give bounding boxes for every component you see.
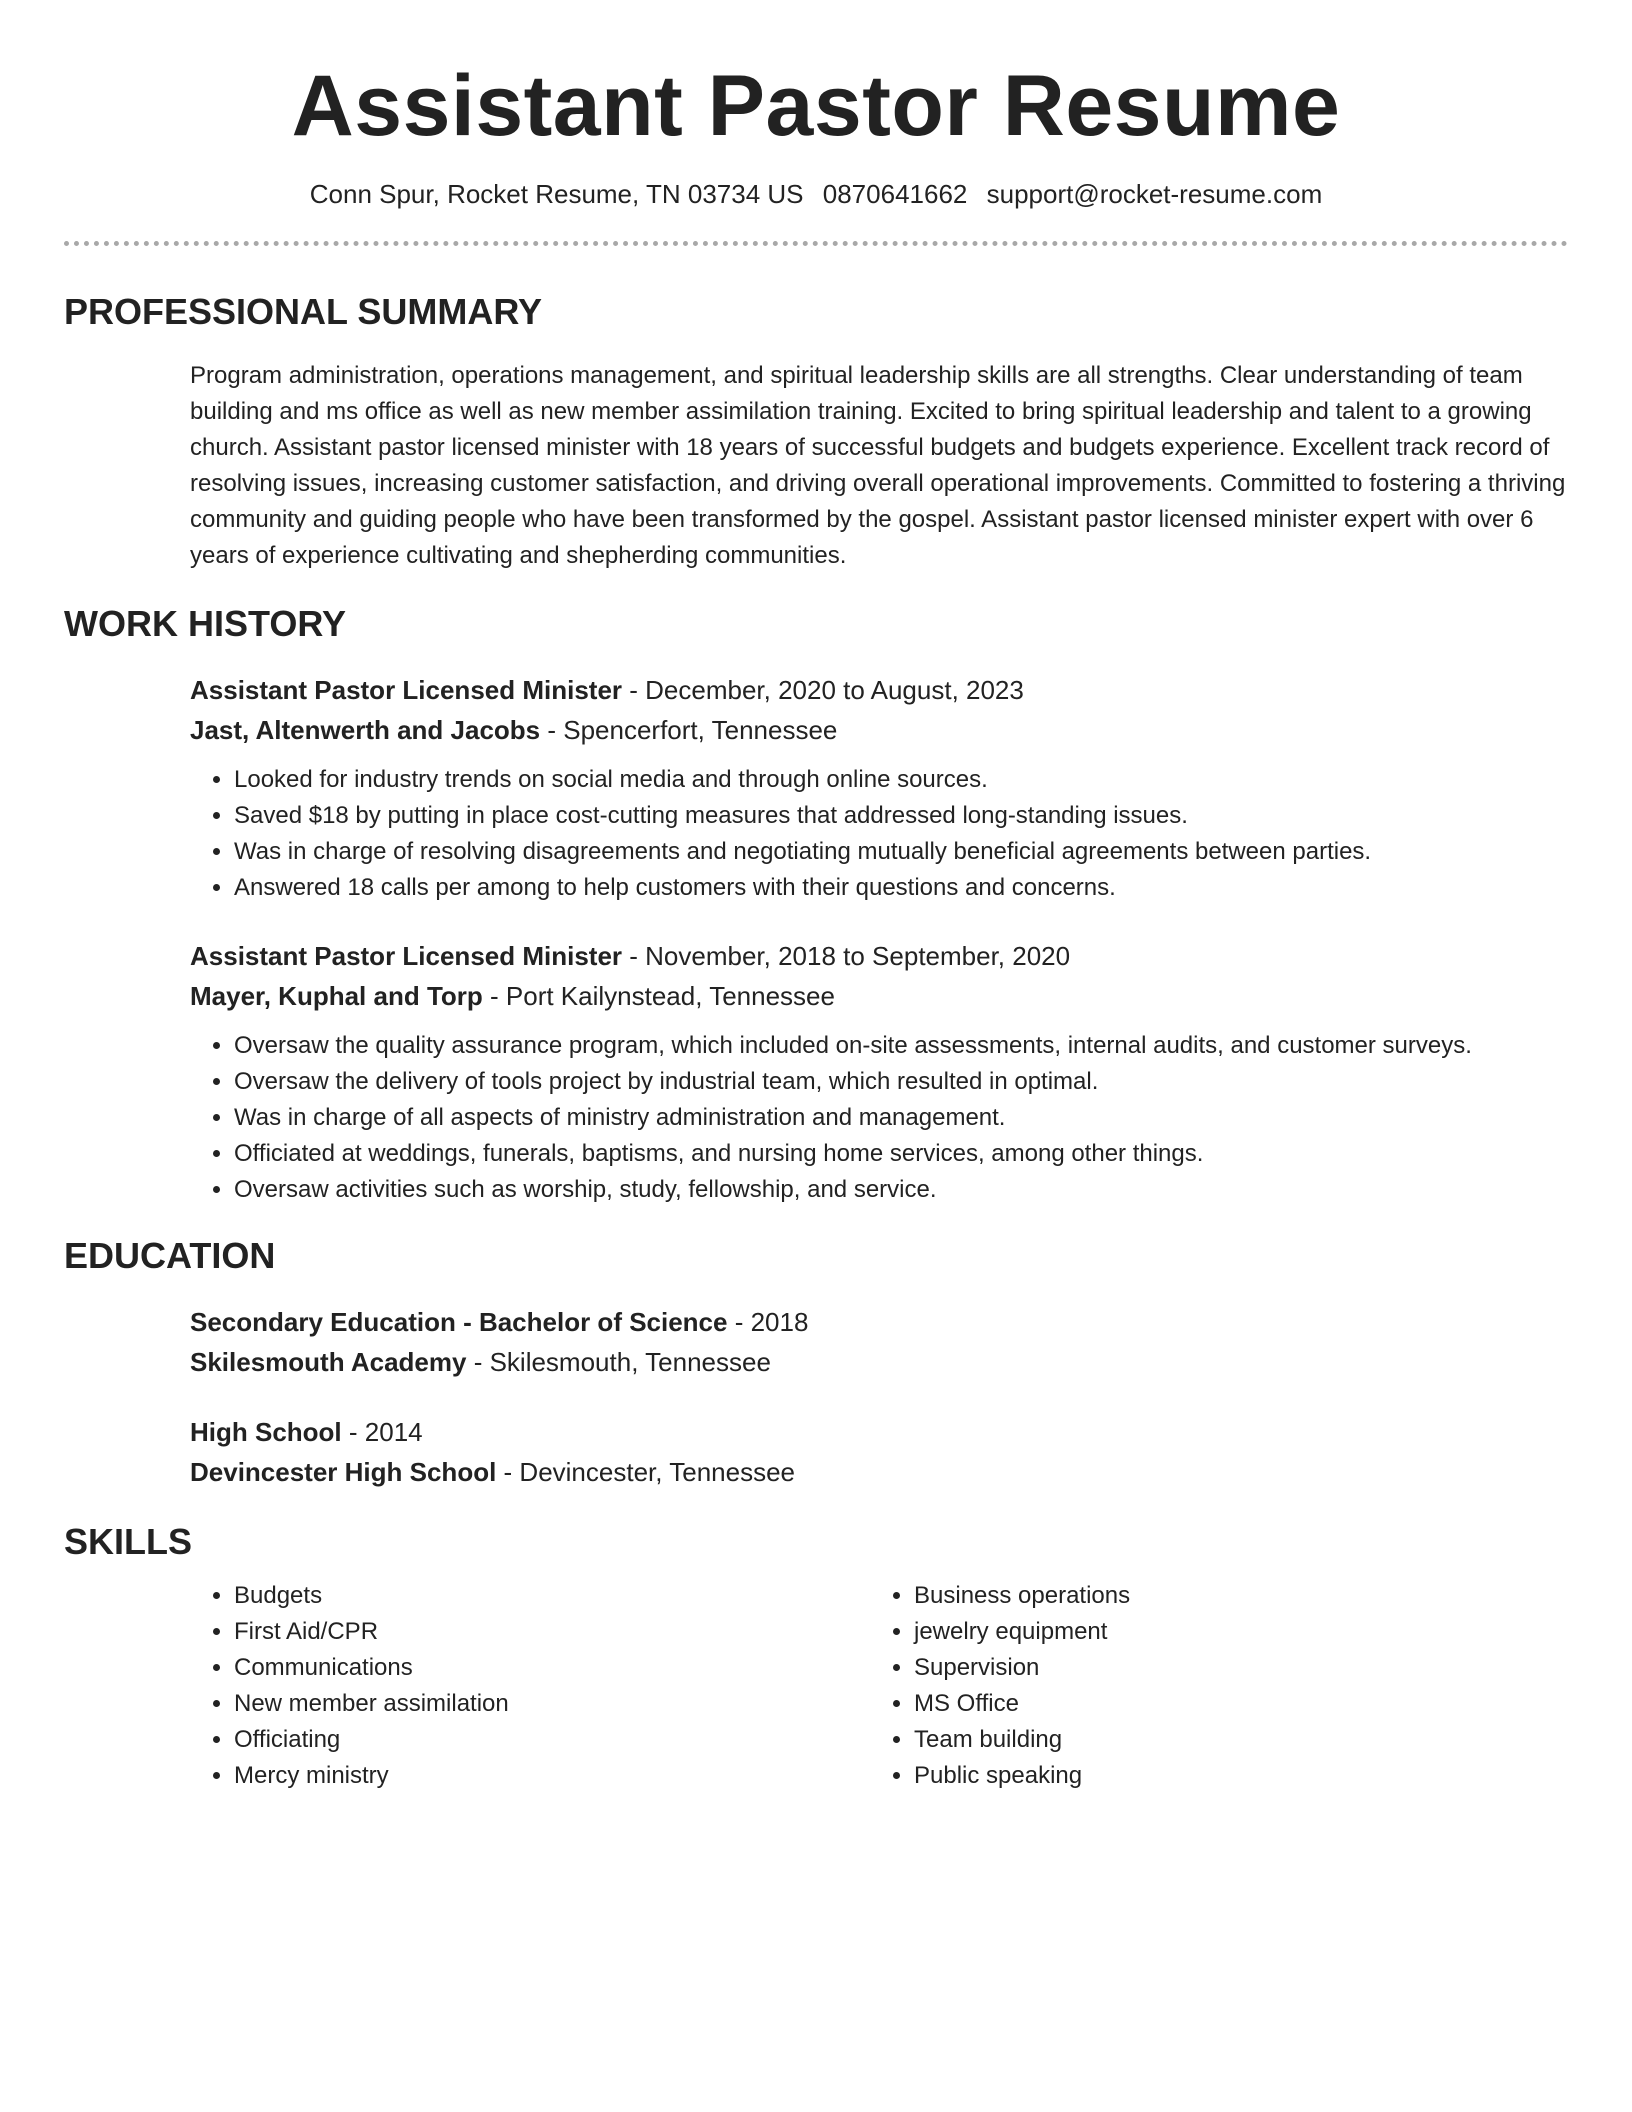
job-bullet: • Saved $18 by putting in place cost-cutting measures that addressed long-standing issues.: [234, 798, 1568, 834]
education-location: - Devincester, Tennessee: [496, 1457, 795, 1487]
summary-heading: PROFESSIONAL SUMMARY: [64, 291, 543, 332]
education-entry: [190, 1302, 1568, 1382]
job-location: - Spencerfort, Tennessee: [540, 715, 838, 745]
job-dates: - December, 2020 to August, 2023: [622, 675, 1024, 705]
education-entry: [190, 1412, 1568, 1492]
job-bullet: • Oversaw the quality assurance program, which included on-site assessments, internal audits, and customer surveys.: [234, 1028, 1568, 1064]
job-company-line: [190, 976, 1568, 1016]
resume-title: Assistant Pastor Resume: [291, 58, 1341, 154]
skills-heading: SKILLS: [64, 1521, 193, 1562]
job-dates: - November, 2018 to September, 2020: [622, 941, 1071, 971]
education-school: Skilesmouth Academy: [190, 1347, 467, 1377]
education-degree-line: [190, 1412, 1568, 1452]
job-position: Assistant Pastor Licensed Minister: [190, 941, 623, 971]
job-company-line: [190, 710, 1568, 750]
skill-item: • jewelry equipment: [914, 1614, 1550, 1650]
education-school-line: [190, 1452, 1568, 1492]
job-position: Assistant Pastor Licensed Minister: [190, 675, 623, 705]
job-bullets: [190, 762, 1568, 906]
job-entry: [190, 670, 1568, 906]
contact-address: Conn Spur, Rocket Resume, TN 03734 US: [309, 179, 804, 209]
job-title-line: [190, 670, 1568, 710]
job-company: Mayer, Kuphal and Torp: [190, 981, 483, 1011]
job-bullet: • Officiated at weddings, funerals, baptisms, and nursing home services, among other things.: [234, 1136, 1568, 1172]
skill-item: • Budgets: [234, 1578, 870, 1614]
job-bullet: • Answered 18 calls per among to help customers with their questions and concerns.: [234, 870, 1568, 906]
skill-item: • Team building: [914, 1722, 1550, 1758]
education-heading: EDUCATION: [64, 1235, 276, 1276]
skill-item: • Business operations: [914, 1578, 1550, 1614]
contact-email: support@rocket-resume.com: [986, 179, 1323, 209]
skill-item: • Supervision: [914, 1650, 1550, 1686]
job-bullet: • Was in charge of resolving disagreements and negotiating mutually beneficial agreements between parties.: [234, 834, 1568, 870]
education-degree: Secondary Education - Bachelor of Science: [190, 1307, 728, 1337]
education-year: - 2018: [727, 1307, 809, 1337]
job-bullet: • Looked for industry trends on social media and through online sources.: [234, 762, 1568, 798]
contact-line: [64, 176, 1568, 212]
education-school-line: [190, 1342, 1568, 1382]
contact-phone: 0870641662: [822, 179, 968, 209]
job-title-line: [190, 936, 1568, 976]
work-history-heading: WORK HISTORY: [64, 603, 347, 644]
education-school: Devincester High School: [190, 1457, 497, 1487]
education-degree: High School: [190, 1417, 342, 1447]
skills-list-right: [870, 1578, 1550, 1794]
skill-item: • New member assimilation: [234, 1686, 870, 1722]
skill-item: • Communications: [234, 1650, 870, 1686]
job-location: - Port Kailynstead, Tennessee: [482, 981, 835, 1011]
skill-item: • Public speaking: [914, 1758, 1550, 1794]
job-bullet: • Was in charge of all aspects of ministry administration and management.: [234, 1100, 1568, 1136]
skill-item: • First Aid/CPR: [234, 1614, 870, 1650]
job-entry: [190, 936, 1568, 1208]
skill-item: • MS Office: [914, 1686, 1550, 1722]
summary-text: Program administration, operations management, and spiritual leadership skills are all strengths. Clear understanding of team building and ms office as well as new member assimilation training. Excited to bring spiritual leadership and talent to a growing church. Assistant pastor licensed minister with 18 years of successful budgets and budgets experience. Excellent track record of resolving issues, increasing customer satisfaction, and driving overall operational improvements. Committed to fostering a thriving community and guiding people who have been transformed by the gospel. Assistant pastor licensed minister expert with over 6 years of experience cultivating and shepherding communities.: [190, 362, 1566, 569]
job-company: Jast, Altenwerth and Jacobs: [190, 715, 541, 745]
job-bullet: • Oversaw the delivery of tools project by industrial team, which resulted in optimal.: [234, 1064, 1568, 1100]
skill-item: • Mercy ministry: [234, 1758, 870, 1794]
education-degree-line: [190, 1302, 1568, 1342]
job-bullets: [190, 1028, 1568, 1208]
skill-item: • Officiating: [234, 1722, 870, 1758]
education-location: - Skilesmouth, Tennessee: [466, 1347, 771, 1377]
skills-list-left: [190, 1578, 870, 1794]
job-bullet: • Oversaw activities such as worship, study, fellowship, and service.: [234, 1172, 1568, 1208]
resume-header: [64, 0, 1568, 212]
skills-columns: [190, 1578, 1568, 1794]
header-divider: [64, 241, 1568, 246]
education-year: - 2014: [341, 1417, 423, 1447]
